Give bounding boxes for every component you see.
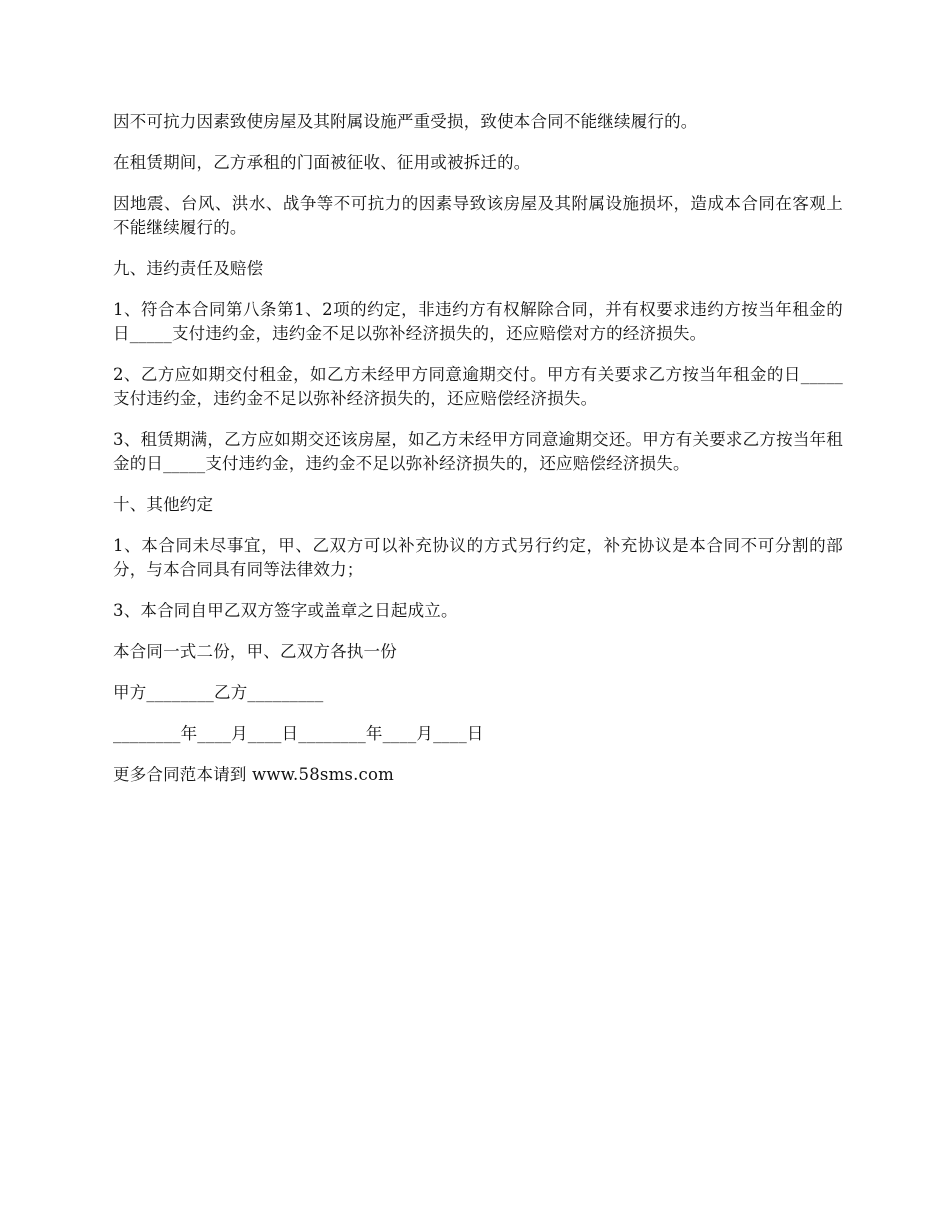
clause-expropriation: 在租赁期间，乙方承租的门面被征收、征用或被拆迁的。 — [113, 153, 531, 172]
other-item-3: 3、本合同自甲乙双方签字或盖章之日起成立。 — [113, 601, 458, 620]
date-line: ________年____月____日________年____月____日 — [113, 724, 484, 743]
clause-natural-disaster: 因地震、台风、洪水、战争等不可抗力的因素导致该房屋及其附属设施损坏，造成本合同在客观上不能继续履行的。 — [113, 194, 843, 237]
breach-item-1: 1、符合本合同第八条第1、2项的约定，非违约方有权解除合同，并有权要求违约方按当年租金的日_____支付违约金，违约金不足以弥补经济损失的，还应赔偿对方的经济损失。 — [113, 300, 843, 343]
section-heading-other: 十、其他约定 — [113, 495, 214, 514]
breach-item-3: 3、租赁期满，乙方应如期交还该房屋，如乙方未经甲方同意逾期交还。甲方有关要求乙方按当年租金的日_____支付违约金，违约金不足以弥补经济损失的，还应赔偿经济损失。 — [113, 430, 843, 473]
other-item-1: 1、本合同未尽事宜，甲、乙双方可以补充协议的方式另行约定，补充协议是本合同不可分割的部分，与本合同具有同等法律效力； — [113, 536, 843, 579]
section-heading-breach: 九、违约责任及赔偿 — [113, 259, 264, 278]
document-body — [113, 110, 843, 804]
clause-force-majeure-damage: 因不可抗力因素致使房屋及其附属设施严重受损，致使本合同不能继续履行的。 — [113, 112, 698, 131]
signature-line: 甲方________乙方_________ — [113, 683, 324, 702]
breach-item-2: 2、乙方应如期交付租金，如乙方未经甲方同意逾期交付。甲方有关要求乙方按当年租金的日_____支付违约金，违约金不足以弥补经济损失的，还应赔偿经济损失。 — [113, 365, 843, 408]
footer-more-templates: 更多合同范本请到 www.58sms.com — [113, 765, 394, 784]
copies-statement: 本合同一式二份，甲、乙双方各执一份 — [113, 642, 397, 661]
